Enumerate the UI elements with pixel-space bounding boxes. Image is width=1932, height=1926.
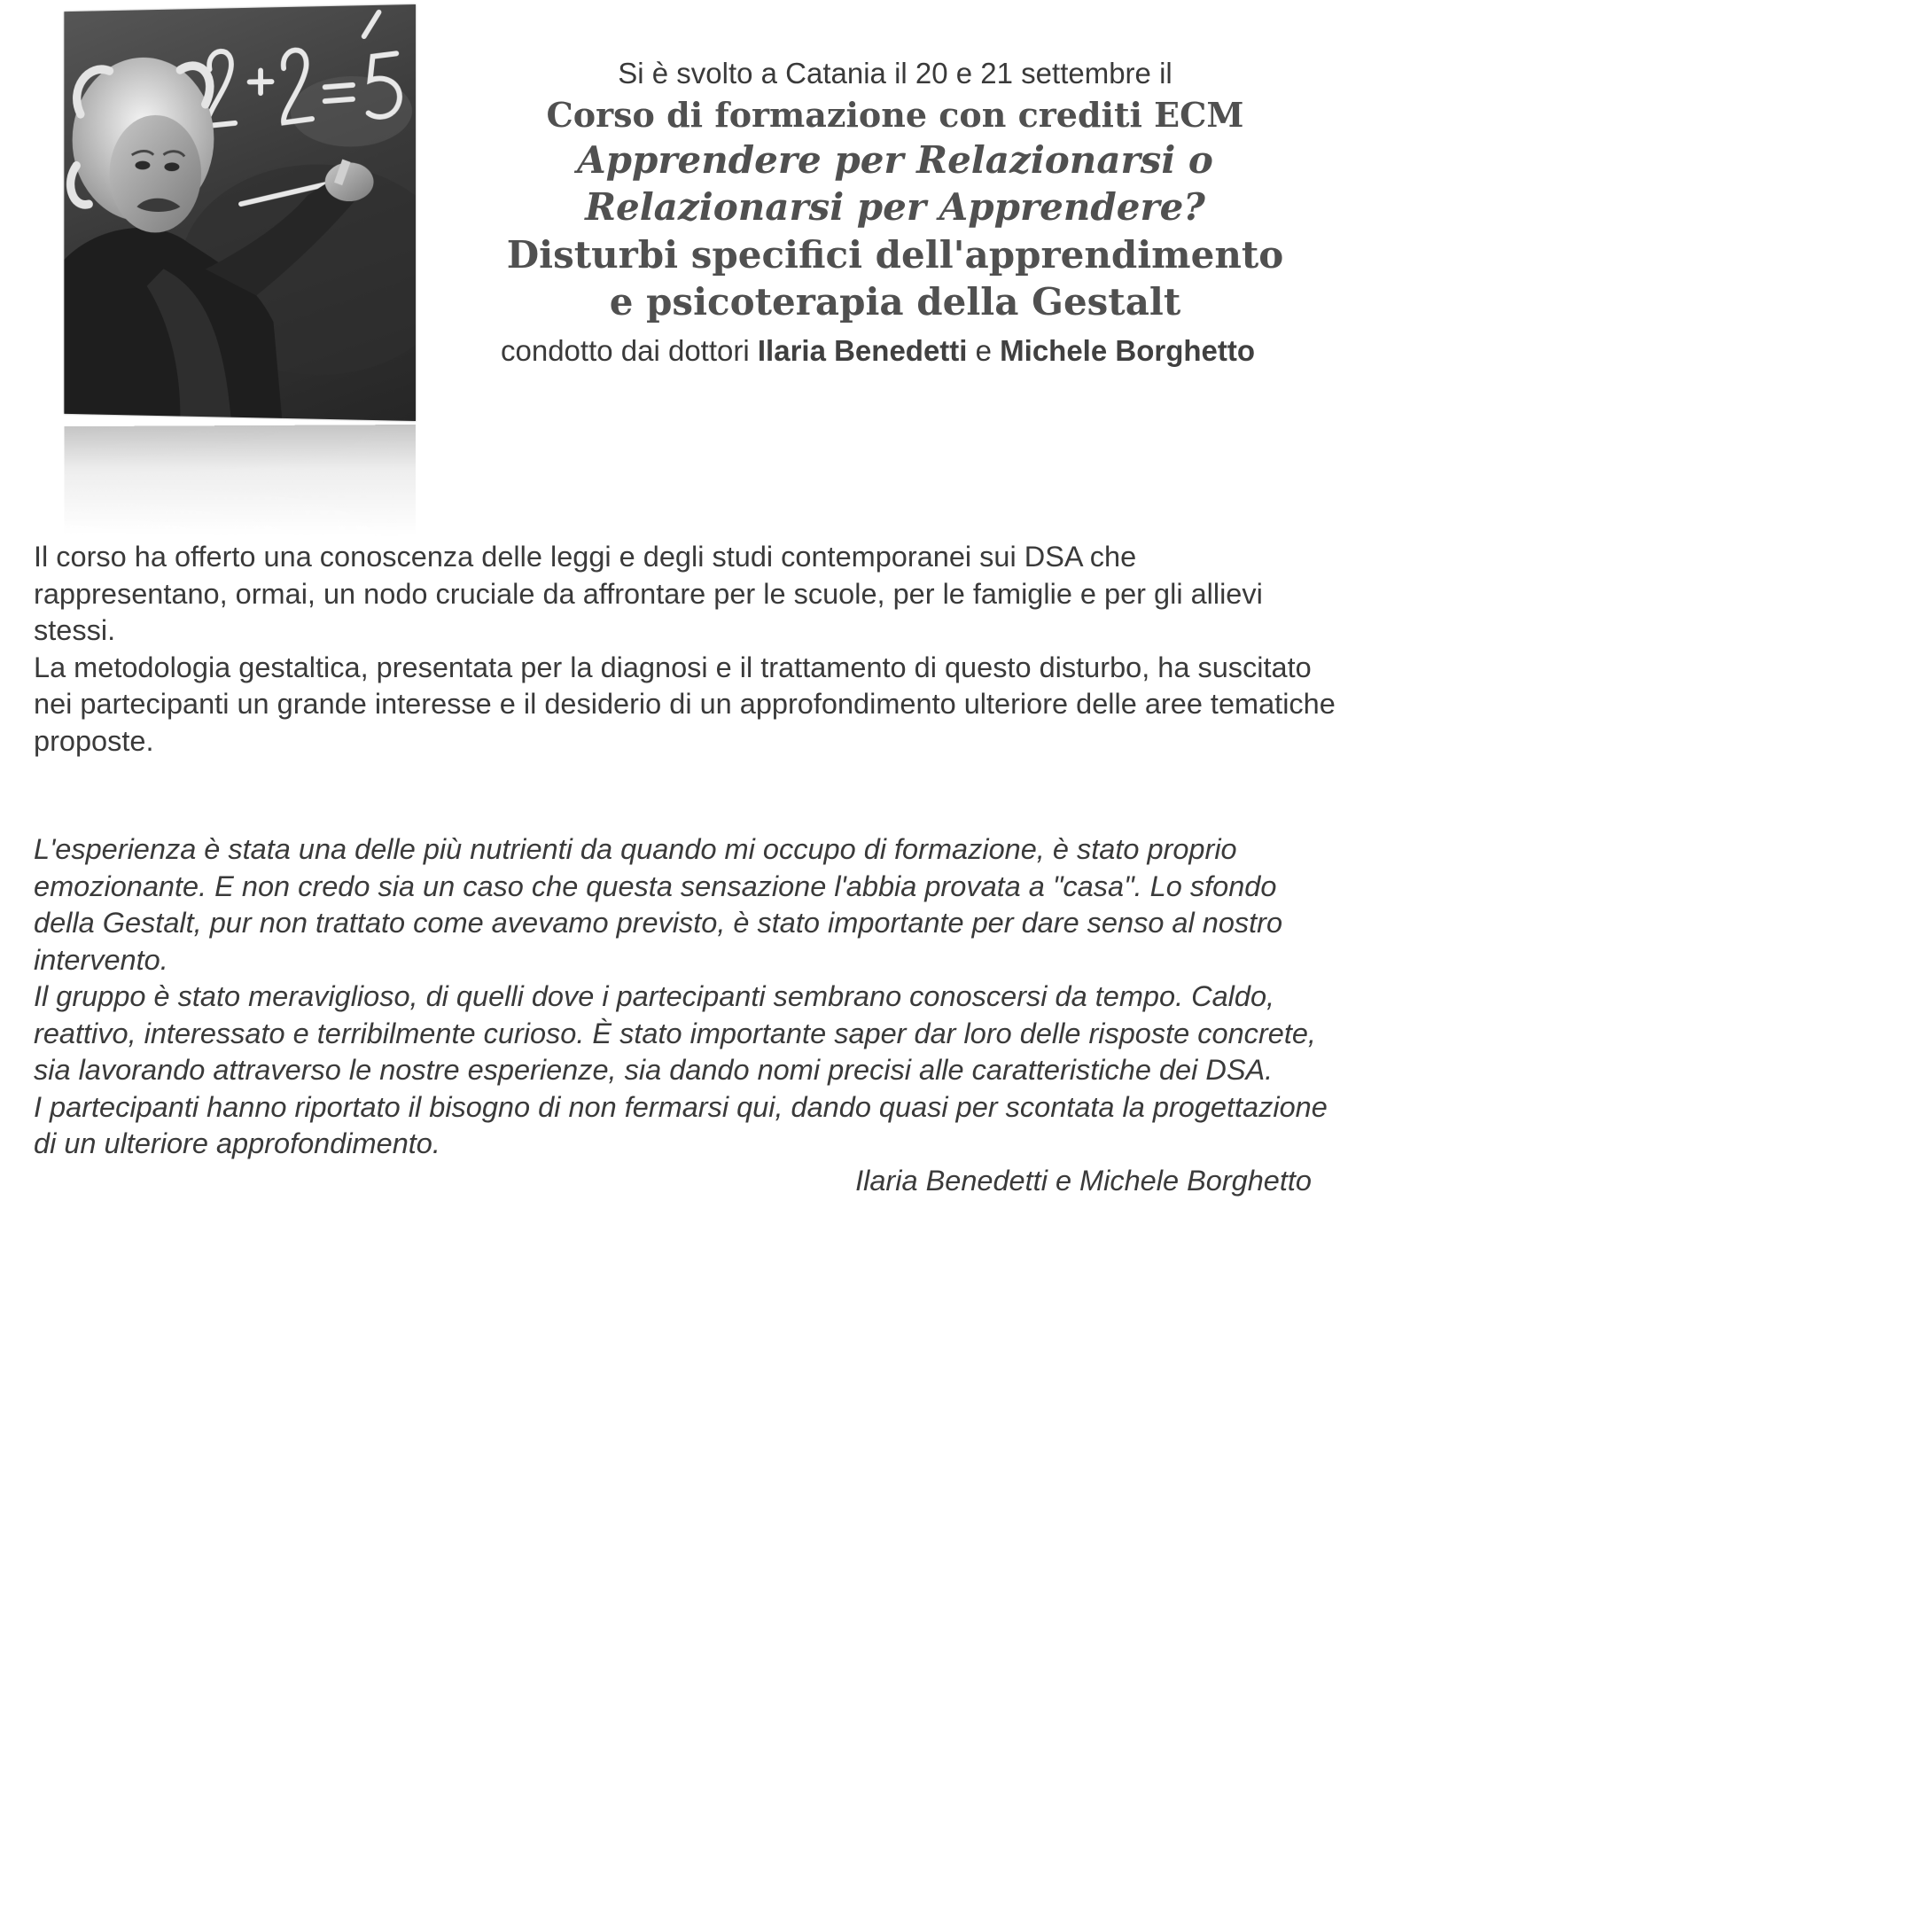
intro-text: Si è svolto a Catania il 20 e 21 settembre il xyxy=(618,57,1172,90)
course-title-line-3: Relazionarsi per Apprendere? xyxy=(585,185,1205,229)
course-title-line-1: Corso di formazione con crediti ECM xyxy=(546,95,1244,135)
signature: Ilaria Benedetti e Michele Borghetto xyxy=(855,1164,1312,1197)
photo-reflection xyxy=(64,425,416,536)
description-paragraph-2: La metodologia gestaltica, presentata per la diagnosi e il trattamento di questo disturbo, ha suscitato nei partecipanti un grande interesse e il desiderio di un approfondimento ulteriore delle aree tematiche proposte. xyxy=(34,651,1336,757)
doctor-1-name: Ilaria Benedetti xyxy=(757,334,968,367)
description-paragraph-1: Il corso ha offerto una conoscenza delle leggi e degli studi contemporanei sui DSA che rappresentano, ormai, un nodo cruciale da affrontare per le scuole, per le famiglie e per gli allievi stessi. xyxy=(34,541,1263,646)
course-title-line-2: Apprendere per Relazionarsi o xyxy=(577,138,1213,182)
testimonial-paragraph-1: L'esperienza è stata una delle più nutrienti da quando mi occupo di formazione, è stato proprio emozionante. E non credo sia un caso che questa sensazione l'abbia provata a "casa". Lo sfondo della Gestalt, pur non trattato come avevamo previsto, è stato importante per dare senso al nostro intervento. xyxy=(34,833,1283,976)
conducted-prefix: condotto dai dottori xyxy=(501,334,750,367)
testimonial-paragraph-3: I partecipanti hanno riportato il bisogno di non fermarsi qui, dando quasi per scontata la progettazione di un ulteriore approfondimento. xyxy=(34,1090,1328,1159)
course-title-line-4: Disturbi specifici dell'apprendimento xyxy=(506,233,1284,277)
chalkboard-photo xyxy=(64,4,416,421)
course-title-line-5: e psicoterapia della Gestalt xyxy=(609,280,1181,324)
photo-container xyxy=(49,4,416,536)
doctor-2-name: Michele Borghetto xyxy=(1000,334,1256,367)
testimonial-paragraph-2: Il gruppo è stato meraviglioso, di quelli dove i partecipanti sembrano conoscersi da tempo. Caldo, reattivo, interessato e terribilmente curioso. È stato importante saper dar loro delle risposte concrete, sia lavorando attraverso le nostre esperienze, sia dando nomi precisi alle caratteristiche dei DSA. xyxy=(34,980,1316,1086)
conjunction: e xyxy=(975,334,992,367)
chalkboard-photo-illustration xyxy=(64,4,416,421)
course-description xyxy=(34,539,1336,760)
testimonial-block xyxy=(34,831,1336,1199)
conducted-by-line xyxy=(501,334,1255,368)
